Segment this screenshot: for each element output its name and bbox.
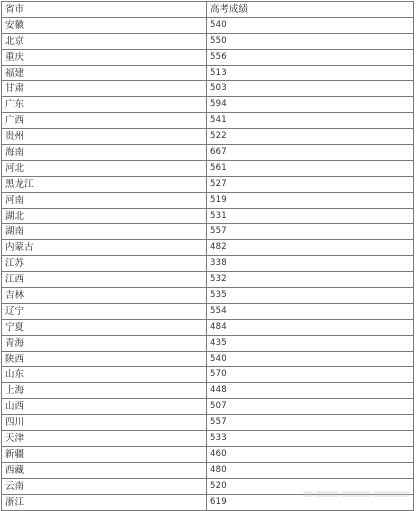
column-header-province: 省市	[2, 2, 207, 18]
score-cell: 550	[207, 33, 414, 49]
table-row	[2, 65, 414, 81]
table-row	[2, 129, 414, 145]
table-row	[2, 113, 414, 129]
province-cell: 青海	[2, 335, 207, 351]
table-body	[2, 17, 414, 510]
province-cell: 吉林	[2, 288, 207, 304]
score-cell: 557	[207, 224, 414, 240]
score-cell: 541	[207, 113, 414, 129]
province-cell: 西藏	[2, 462, 207, 478]
province-cell: 河南	[2, 192, 207, 208]
province-cell: 山东	[2, 367, 207, 383]
score-cell: 561	[207, 160, 414, 176]
score-cell: 338	[207, 256, 414, 272]
score-cell: 594	[207, 97, 414, 113]
province-cell: 甘肃	[2, 81, 207, 97]
score-cell: 482	[207, 240, 414, 256]
table-row	[2, 240, 414, 256]
score-cell: 533	[207, 431, 414, 447]
province-cell: 河北	[2, 160, 207, 176]
province-cell: 宁夏	[2, 319, 207, 335]
table-row	[2, 288, 414, 304]
score-cell: 519	[207, 192, 414, 208]
table-row	[2, 224, 414, 240]
score-cell: 540	[207, 351, 414, 367]
score-cell: 531	[207, 208, 414, 224]
column-header-score: 高考成绩	[207, 2, 414, 18]
province-cell: 广东	[2, 97, 207, 113]
table-header-row	[2, 2, 414, 18]
table-row	[2, 319, 414, 335]
score-cell: 503	[207, 81, 414, 97]
province-cell: 浙江	[2, 494, 207, 510]
score-cell: 554	[207, 303, 414, 319]
score-cell: 507	[207, 399, 414, 415]
table-row	[2, 399, 414, 415]
table-row	[2, 256, 414, 272]
province-cell: 天津	[2, 431, 207, 447]
score-cell: 570	[207, 367, 414, 383]
table-row	[2, 33, 414, 49]
score-table	[1, 1, 414, 511]
province-cell: 云南	[2, 478, 207, 494]
province-cell: 上海	[2, 383, 207, 399]
score-cell: 667	[207, 145, 414, 161]
table-row	[2, 17, 414, 33]
table-row	[2, 192, 414, 208]
table-row	[2, 303, 414, 319]
table-row	[2, 462, 414, 478]
province-cell: 福建	[2, 65, 207, 81]
province-cell: 辽宁	[2, 303, 207, 319]
province-cell: 安徽	[2, 17, 207, 33]
score-cell: 460	[207, 446, 414, 462]
province-cell: 山西	[2, 399, 207, 415]
table-row	[2, 335, 414, 351]
province-cell: 新疆	[2, 446, 207, 462]
province-cell: 江西	[2, 272, 207, 288]
table-row	[2, 272, 414, 288]
score-cell: 513	[207, 65, 414, 81]
table-row	[2, 81, 414, 97]
score-cell: 557	[207, 415, 414, 431]
score-cell: 540	[207, 17, 414, 33]
province-cell: 海南	[2, 145, 207, 161]
table-row	[2, 367, 414, 383]
table-row	[2, 176, 414, 192]
province-cell: 江苏	[2, 256, 207, 272]
table-row	[2, 431, 414, 447]
table-row	[2, 415, 414, 431]
score-cell: 484	[207, 319, 414, 335]
table-row	[2, 49, 414, 65]
score-cell: 520	[207, 478, 414, 494]
score-cell: 435	[207, 335, 414, 351]
watermark-logo	[303, 489, 413, 499]
province-cell: 四川	[2, 415, 207, 431]
province-cell: 内蒙古	[2, 240, 207, 256]
table-row	[2, 383, 414, 399]
score-cell: 448	[207, 383, 414, 399]
province-cell: 黑龙江	[2, 176, 207, 192]
table-row	[2, 351, 414, 367]
score-cell: 527	[207, 176, 414, 192]
province-cell: 重庆	[2, 49, 207, 65]
table-row	[2, 208, 414, 224]
province-cell: 贵州	[2, 129, 207, 145]
score-cell: 619	[207, 494, 414, 510]
score-cell: 532	[207, 272, 414, 288]
score-cell: 522	[207, 129, 414, 145]
province-cell: 北京	[2, 33, 207, 49]
score-cell: 535	[207, 288, 414, 304]
province-cell: 湖北	[2, 208, 207, 224]
table-row	[2, 446, 414, 462]
province-cell: 湖南	[2, 224, 207, 240]
province-cell: 广西	[2, 113, 207, 129]
score-cell: 480	[207, 462, 414, 478]
table-row	[2, 145, 414, 161]
table-row	[2, 97, 414, 113]
table-row	[2, 160, 414, 176]
score-cell: 556	[207, 49, 414, 65]
province-cell: 陕西	[2, 351, 207, 367]
